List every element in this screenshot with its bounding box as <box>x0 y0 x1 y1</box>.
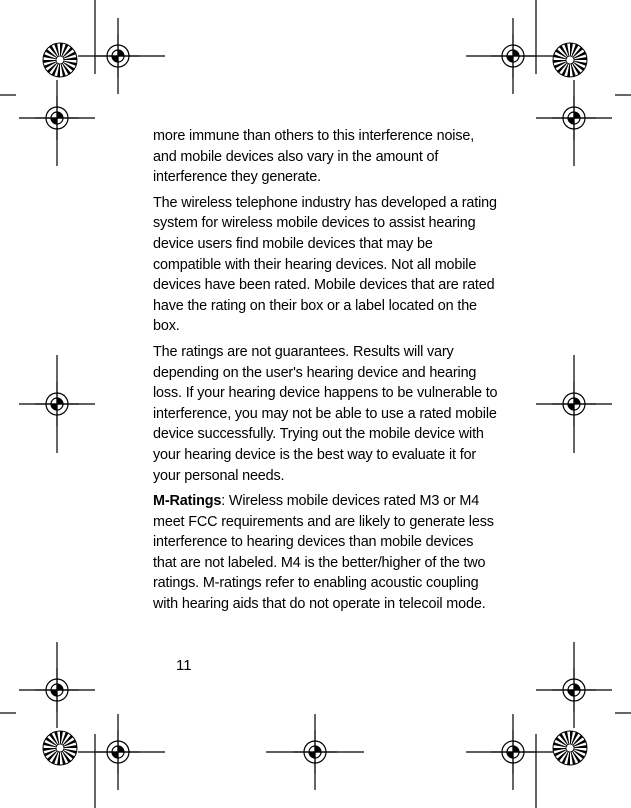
paragraph-interference: more immune than others to this interference noise, and mobile devices also vary in the amount of interference they generate. <box>153 128 475 186</box>
paragraph-rating-system: The wireless telephone industry has developed a rating system for wireless mobile devices to assist hearing device users find mobile devices that may be compatible with their hearing devices. Not all mobile devices have been rated. Mobile devices that are rated have the rating on their box or a label located on the box. <box>153 194 497 335</box>
page-number: 11 <box>176 657 192 674</box>
top-right-star-target <box>553 43 587 77</box>
paragraph-ratings-not-guaranteed: The ratings are not guarantees. Results will vary depending on the user's hearing device and hearing loss. If your hearing device happens to be vulnerable to interference, you may not be able to use a rated mobile device successfully. Trying out the mobile device with your hearing device is the best way to evaluate it for your personal needs. <box>153 343 498 484</box>
paragraph-m-ratings: M-Ratings: Wireless mobile devices rated M3 or M4 meet FCC requirements and are likely to generate less interference to hearing devices than mobile devices that are not labeled. M4 is the better/higher of the two ratings. M-ratings refer to enabling acoustic coupling with hearing aids that do not operate in telecoil mode. <box>153 493 494 613</box>
body-text <box>153 126 498 620</box>
bottom-left-star-target <box>43 731 77 765</box>
top-left-star-target <box>43 43 77 77</box>
m-ratings-heading: M-Ratings <box>153 493 222 510</box>
bottom-right-star-target <box>553 731 587 765</box>
